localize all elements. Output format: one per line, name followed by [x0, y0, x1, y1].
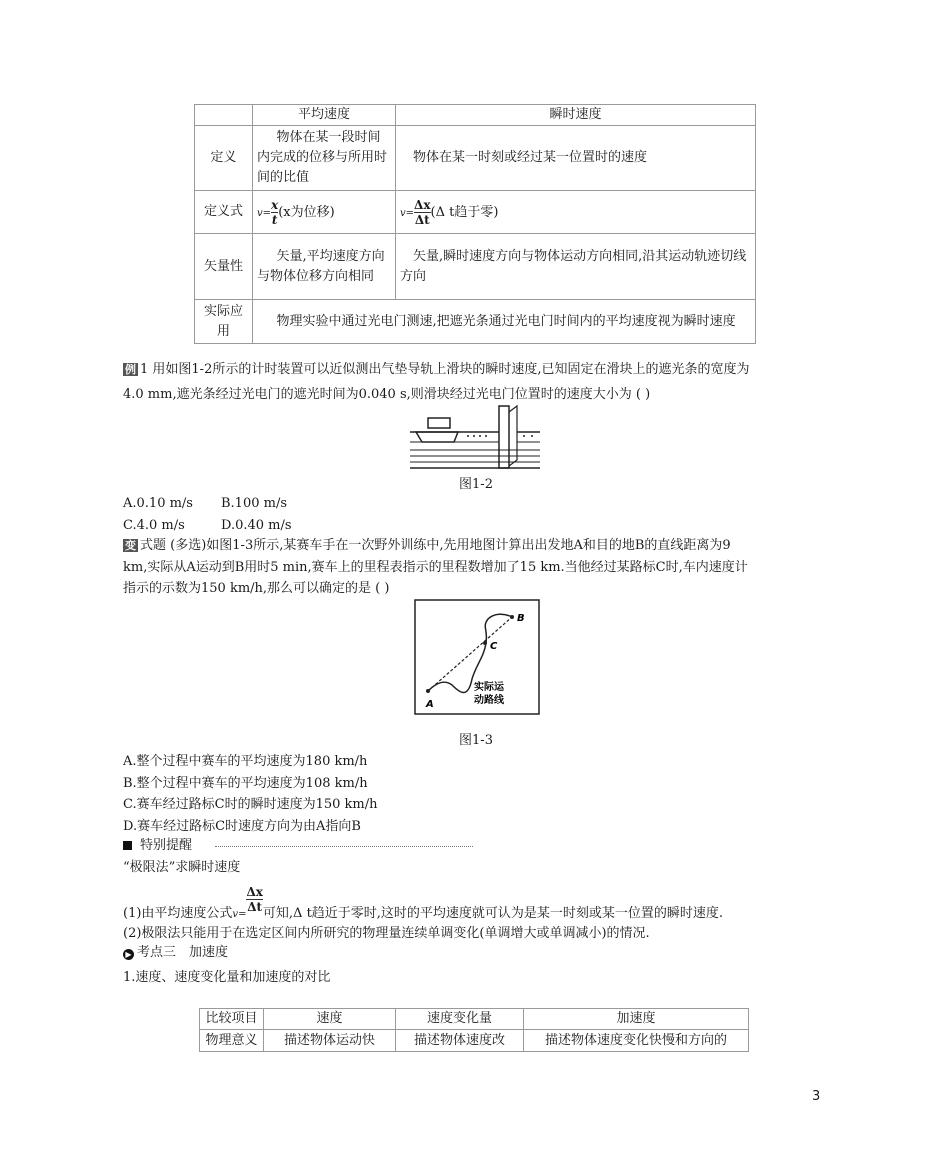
example-tag: 例 — [125, 363, 136, 376]
table-cell: 物体在某一时刻或经过某一位置时的速度 — [396, 126, 756, 191]
table-header-cell — [195, 105, 253, 126]
table-cell: 描述物体速度变化快慢和方向的 — [524, 1030, 749, 1052]
formula-v: v= — [232, 909, 247, 920]
formula-cell — [253, 191, 396, 234]
denominator: t — [271, 212, 278, 227]
play-circle-icon: ▶ — [123, 949, 134, 960]
row-label: 矢量性 — [195, 234, 253, 300]
table-cell: 矢量,平均速度方向与物体位移方向相同 — [253, 234, 396, 300]
tip-text: 可知,Δ t趋近于零时,这时的平均速度就可认为是某一时刻或某一位置的瞬时速度. — [262, 906, 724, 921]
option-d: D.0.40 m/s — [221, 518, 292, 533]
table-row — [195, 105, 756, 126]
table-header-cell: 加速度 — [524, 1009, 749, 1030]
tip-subtitle: “极限法”求瞬时速度 — [123, 860, 241, 875]
row-label: 物理意义 — [200, 1030, 264, 1052]
dotted-divider — [215, 846, 473, 847]
fraction — [246, 885, 262, 914]
example-line — [123, 360, 749, 380]
section-heading — [123, 943, 228, 963]
row-label: 定义 — [195, 126, 253, 191]
formula-cell — [396, 191, 756, 234]
variant-line: 指示的示数为150 km/h,那么可以确定的是 ( ) — [123, 581, 390, 596]
page-number: 3 — [812, 1089, 821, 1104]
option-c: C.赛车经过路标C时的瞬时速度为150 km/h — [123, 797, 378, 812]
table-header-cell: 比较项目 — [200, 1009, 264, 1030]
table-header-cell: 瞬时速度 — [396, 105, 756, 126]
option-b: B.100 m/s — [221, 496, 288, 511]
formula-note: (x为位移) — [278, 204, 335, 220]
numerator: Δx — [246, 885, 263, 899]
point-a-label: A — [426, 699, 434, 710]
row-label: 实际应用 — [195, 300, 253, 344]
section-item: 1.速度、速度变化量和加速度的对比 — [123, 970, 331, 985]
formula-note: (Δ t趋于零) — [430, 204, 499, 220]
section-title: 考点三 加速度 — [137, 945, 229, 960]
numerator: Δx — [414, 197, 431, 212]
table-row — [195, 300, 756, 344]
table-header-cell: 速度变化量 — [396, 1009, 524, 1030]
option-row — [123, 516, 292, 536]
tip-line-2: (2)极限法只能用于在选定区间内所研究的物理量连续单调变化(单调增大或单调减小)的情况. — [123, 926, 650, 941]
table-cell-merged: 物理实验中通过光电门测速,把遮光条通过光电门时间内的平均速度视为瞬时速度 — [253, 300, 756, 344]
table-row — [200, 1030, 749, 1052]
path-label-2: 动路线 — [474, 695, 504, 706]
variant-line — [123, 536, 731, 556]
fraction — [414, 198, 430, 227]
point-c-label: C — [490, 641, 498, 652]
table-header-cell: 平均速度 — [253, 105, 396, 126]
tip-text: (1)由平均速度公式 — [123, 906, 233, 921]
route-figure — [414, 599, 540, 715]
photogate-figure — [408, 404, 542, 470]
tip-title-row — [123, 836, 192, 856]
table-row — [195, 126, 756, 191]
square-bullet-icon — [123, 841, 132, 850]
denominator: Δt — [414, 212, 430, 227]
variant-text: 式题 (多选)如图1-3所示,某赛车手在一次野外训练中,先用地图计算出出发地A和目的地B的直线距离为9 — [140, 538, 731, 553]
option-a: A.0.10 m/s — [123, 496, 193, 511]
table-row — [195, 191, 756, 234]
table-cell: 物体在某一段时间内完成的位移与所用时间的比值 — [253, 126, 396, 191]
denominator: Δt — [247, 900, 263, 914]
table-cell: 矢量,瞬时速度方向与物体运动方向相同,沿其运动轨迹切线方向 — [396, 234, 756, 300]
option-a: A.整个过程中赛车的平均速度为180 km/h — [123, 754, 368, 769]
option-c: C.4.0 m/s — [123, 518, 185, 533]
point-b-label: B — [517, 613, 525, 624]
option-b: B.整个过程中赛车的平均速度为108 km/h — [123, 776, 368, 791]
tip-title: 特别提醒 — [140, 838, 193, 853]
option-row — [123, 494, 287, 514]
table-row — [200, 1009, 749, 1030]
variant-tag: 变 — [125, 539, 136, 552]
formula-v: v= — [400, 207, 415, 219]
row-label: 定义式 — [195, 191, 253, 234]
acceleration-comparison-table — [199, 1008, 749, 1052]
path-label-1: 实际运 — [474, 682, 504, 693]
velocity-comparison-table — [194, 104, 756, 344]
example-line: 4.0 mm,遮光条经过光电门的遮光时间为0.040 s,则滑块经过光电门位置时的速度大小为 ( ) — [123, 387, 651, 402]
option-d: D.赛车经过路标C时速度方向为由A指向B — [123, 819, 361, 834]
figure-caption: 图1-2 — [459, 477, 493, 492]
variant-line: km,实际从A运动到B用时5 min,赛车上的里程表指示的里程数增加了15 km.当他经过某路标C时,车内速度计 — [123, 560, 748, 575]
table-cell: 描述物体运动快 — [264, 1030, 396, 1052]
figure-caption: 图1-3 — [459, 733, 493, 748]
table-header-cell: 速度 — [264, 1009, 396, 1030]
example-text: 1 用如图1-2所示的计时装置可以近似测出气垫导轨上滑块的瞬时速度,已知固定在滑块上的遮光条的宽度为 — [140, 362, 750, 377]
table-cell: 描述物体速度改 — [396, 1030, 524, 1052]
table-row — [195, 234, 756, 300]
formula-v: v= — [257, 207, 272, 219]
numerator: x — [271, 197, 279, 212]
